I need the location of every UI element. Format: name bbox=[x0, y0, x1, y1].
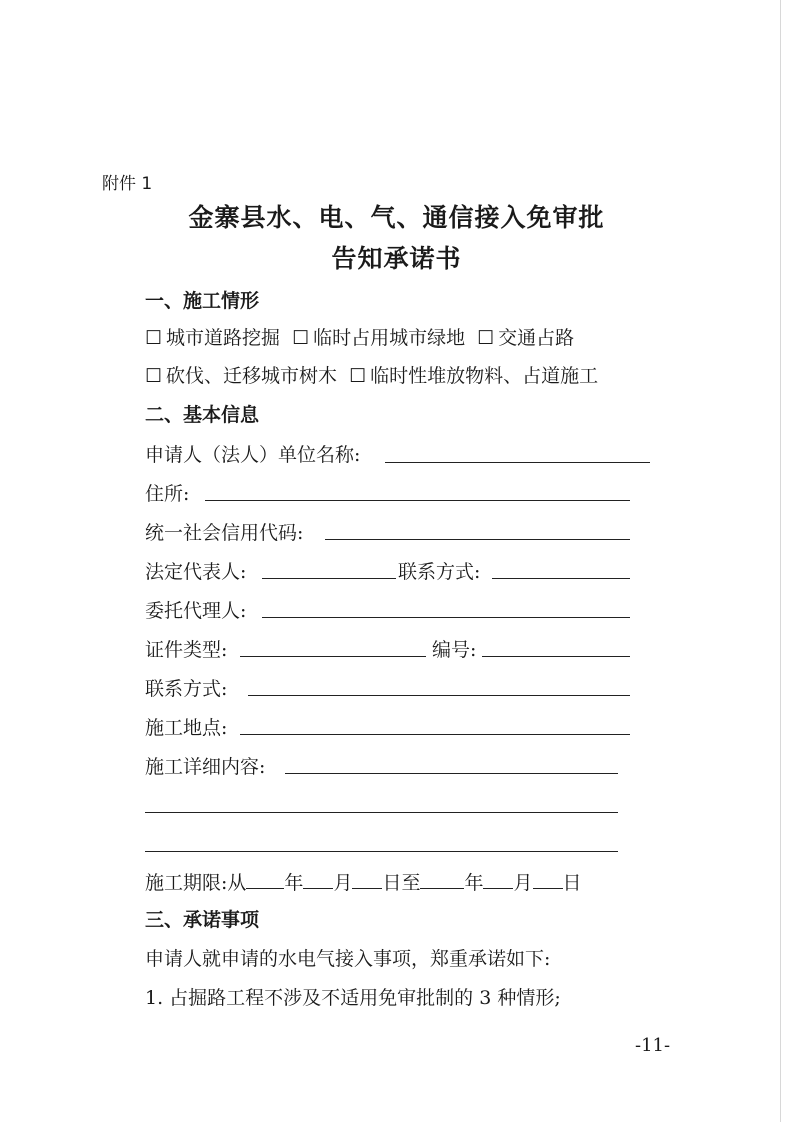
end-year-unit: 年 bbox=[464, 872, 484, 894]
document-title-line2: 告知承诺书 bbox=[331, 244, 462, 273]
credit-code-label: 统一社会信用代码: bbox=[145, 522, 304, 544]
start-year-blank[interactable] bbox=[246, 870, 284, 889]
start-month-unit: 月 bbox=[333, 872, 353, 894]
checkbox-icon[interactable]: ☐ bbox=[145, 365, 163, 387]
credit-code-blank[interactable] bbox=[325, 539, 630, 540]
option-label: 交通占路 bbox=[498, 327, 575, 349]
page-edge-line bbox=[780, 0, 781, 1122]
section2-heading: 二、基本信息 bbox=[145, 404, 260, 426]
checkbox-icon[interactable]: ☐ bbox=[292, 327, 310, 349]
start-day-blank[interactable] bbox=[352, 870, 382, 889]
document-title-line1: 金寨县水、电、气、通信接入免审批 bbox=[188, 203, 605, 232]
end-year-blank[interactable] bbox=[420, 870, 464, 889]
checkbox-option-traffic-road[interactable] bbox=[477, 327, 574, 349]
option-label: 临时占用城市绿地 bbox=[313, 327, 466, 349]
details-blank-1[interactable] bbox=[285, 773, 618, 774]
checkbox-icon[interactable]: ☐ bbox=[349, 365, 367, 387]
end-month-unit: 月 bbox=[513, 872, 533, 894]
cert-type-label: 证件类型: bbox=[145, 639, 228, 661]
cert-no-blank[interactable] bbox=[482, 656, 630, 657]
commitment-item-1: 1. 占掘路工程不涉及不适用免审批制的 3 种情形; bbox=[145, 987, 561, 1009]
address-blank[interactable] bbox=[205, 500, 630, 501]
details-blank-2[interactable] bbox=[145, 812, 618, 813]
agent-blank[interactable] bbox=[262, 617, 630, 618]
checkbox-option-road-excavation[interactable] bbox=[145, 327, 280, 349]
end-month-blank[interactable] bbox=[483, 870, 513, 889]
period-to: 日至 bbox=[382, 872, 421, 894]
attachment-label: 附件 1 bbox=[102, 174, 153, 194]
section3-heading: 三、承诺事项 bbox=[145, 909, 260, 931]
contact2-blank[interactable] bbox=[248, 695, 630, 696]
site-blank[interactable] bbox=[240, 734, 630, 735]
agent-label: 委托代理人: bbox=[145, 600, 247, 622]
contact-blank[interactable] bbox=[492, 578, 630, 579]
situation-row-2 bbox=[145, 364, 610, 388]
site-label: 施工地点: bbox=[145, 717, 228, 739]
checkbox-option-tree-felling[interactable] bbox=[145, 365, 337, 387]
details-blank-3[interactable] bbox=[145, 851, 618, 852]
checkbox-icon[interactable]: ☐ bbox=[477, 327, 495, 349]
cert-type-blank[interactable] bbox=[240, 656, 426, 657]
commitment-intro: 申请人就申请的水电气接入事项，郑重承诺如下: bbox=[145, 948, 551, 970]
section1-heading: 一、施工情形 bbox=[145, 290, 260, 312]
period-label: 施工期限: bbox=[145, 872, 228, 894]
checkbox-option-green-space[interactable] bbox=[292, 327, 465, 349]
cert-no-label: 编号: bbox=[432, 639, 477, 661]
address-label: 住所: bbox=[145, 483, 190, 505]
end-day-blank[interactable] bbox=[533, 870, 563, 889]
situation-row-1 bbox=[145, 326, 586, 350]
applicant-unit-label: 申请人（法人）单位名称: bbox=[145, 444, 361, 466]
legal-rep-blank[interactable] bbox=[262, 578, 396, 579]
start-year-unit: 年 bbox=[284, 872, 304, 894]
option-label: 城市道路挖掘 bbox=[166, 327, 281, 349]
period-from: 从 bbox=[227, 872, 247, 894]
applicant-unit-blank[interactable] bbox=[385, 462, 650, 463]
details-label: 施工详细内容: bbox=[145, 756, 266, 778]
construction-period bbox=[145, 870, 582, 895]
contact2-label: 联系方式: bbox=[145, 678, 228, 700]
contact-label: 联系方式: bbox=[398, 561, 481, 583]
option-label: 砍伐、迁移城市树木 bbox=[166, 365, 338, 387]
start-month-blank[interactable] bbox=[303, 870, 333, 889]
checkbox-option-material-stacking[interactable] bbox=[349, 365, 598, 387]
page-number: -11- bbox=[635, 1035, 671, 1056]
legal-rep-label: 法定代表人: bbox=[145, 561, 247, 583]
checkbox-icon[interactable]: ☐ bbox=[145, 327, 163, 349]
option-label: 临时性堆放物料、占道施工 bbox=[370, 365, 599, 387]
end-day-unit: 日 bbox=[562, 872, 582, 894]
